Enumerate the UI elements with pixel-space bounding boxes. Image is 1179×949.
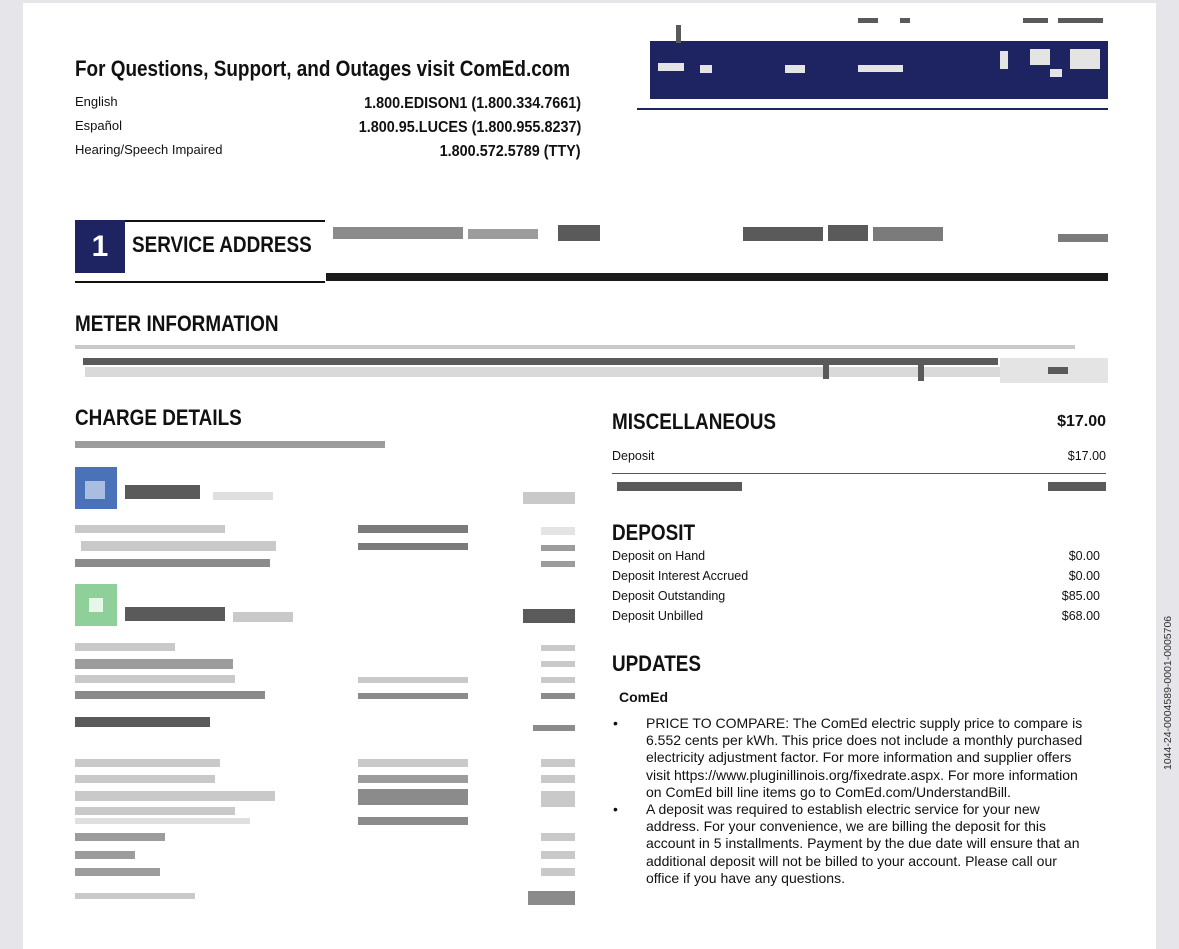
deposit-unbilled-label: Deposit Unbilled [612, 609, 704, 623]
update-item-deposit: • A deposit was required to establish electric service for your new address. For your convenience, we are billing the deposit for this account in 5 installments. Payment by the due date will ensure that an additional deposit will not be billed to your account. Please call our office if you have any questions. [613, 801, 1088, 887]
side-code: 1044-24-0004589-0001-0005706 [1162, 615, 1174, 770]
meter-information-title: METER INFORMATION [75, 311, 279, 336]
charge-group-icon-supply [75, 584, 117, 626]
misc-deposit-value: $17.00 [1067, 449, 1106, 463]
deposit-title: DEPOSIT [612, 520, 696, 545]
contact-label-english: English [75, 94, 118, 109]
service-step-number: 1 [91, 229, 109, 263]
contact-number-spanish: 1.800.95.LUCES (1.800.955.8237) [358, 119, 581, 136]
misc-deposit-label: Deposit [612, 449, 655, 463]
updates-title: UPDATES [612, 651, 702, 676]
update-item-price-to-compare: • PRICE TO COMPARE: The ComEd electric supply price to compare is 6.552 cents per kWh. This price does not include a monthly purchased electricity adjustment factor. For more information and supplier offers visit https://www.pluginillinois.org/fixedrate.aspx. For more information on ComEd bill line items go to ComEd.com/UnderstandBill. [613, 715, 1088, 801]
redacted-account-box [650, 41, 1108, 99]
contact-number-tty: 1.800.572.5789 (TTY) [440, 143, 581, 160]
deposit-interest-value: $0.00 [1068, 569, 1100, 583]
service-address-title: SERVICE ADDRESS [132, 232, 312, 257]
miscellaneous-title: MISCELLANEOUS [612, 409, 776, 434]
updates-subtitle: ComEd [619, 689, 668, 705]
deposit-unbilled-value: $68.00 [1061, 609, 1100, 623]
deposit-on-hand-value: $0.00 [1068, 549, 1100, 563]
service-step-badge [75, 220, 125, 273]
bill-page [23, 3, 1156, 949]
deposit-interest-label: Deposit Interest Accrued [612, 569, 749, 583]
updates-list [613, 715, 1088, 887]
contact-label-spanish: Español [75, 118, 122, 133]
charge-group-icon-delivery [75, 467, 117, 509]
miscellaneous-total: $17.00 [1057, 413, 1106, 430]
contact-number-english: 1.800.EDISON1 (1.800.334.7661) [364, 95, 581, 112]
contact-label-tty: Hearing/Speech Impaired [75, 142, 223, 157]
contact-heading: For Questions, Support, and Outages visit ComEd.com [75, 56, 571, 81]
deposit-on-hand-label: Deposit on Hand [612, 549, 706, 563]
charge-details-title: CHARGE DETAILS [75, 405, 242, 430]
section-rule [326, 273, 1108, 281]
account-box-underline [637, 108, 1108, 110]
deposit-outstanding-value: $85.00 [1061, 589, 1100, 603]
deposit-outstanding-label: Deposit Outstanding [612, 589, 726, 603]
